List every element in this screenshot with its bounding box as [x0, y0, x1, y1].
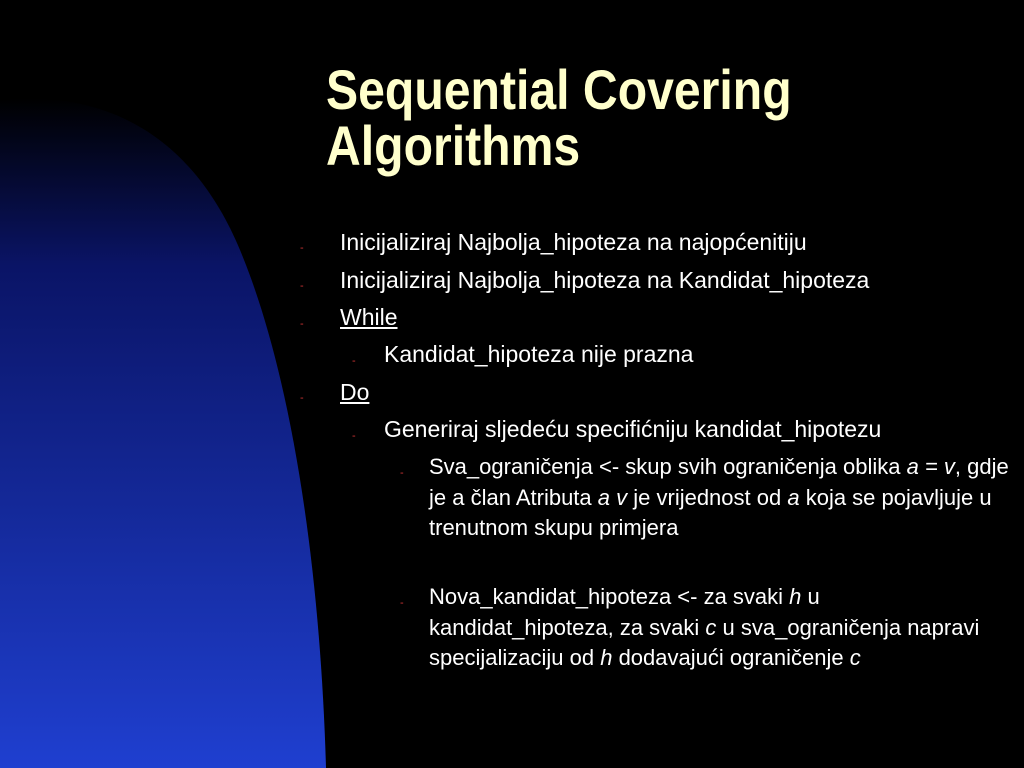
bullet-marker: - [300, 242, 304, 254]
bullet-marker: - [400, 597, 404, 609]
italic-term: h [789, 584, 802, 609]
bullet-marker: - [352, 355, 356, 367]
italic-term: c [705, 614, 717, 640]
text-run: Sva_ograničenja <- skup svih ograničenja oblika [429, 454, 907, 479]
text-run: Nova_kandidat_hipoteza <- za svaki [429, 584, 790, 609]
text-run: koja se pojavljuje u trenutnom skupu primjera [429, 484, 992, 540]
list-item-do: Do [340, 379, 370, 405]
bullet-marker: - [300, 318, 304, 330]
italic-term: h [600, 645, 613, 670]
list-item: Generiraj sljedeću specifićniju kandidat_hipotezu [384, 416, 882, 442]
slide-title-line-2: Algorithms [326, 114, 581, 177]
text-run: u sva_ograničenja napravi specijalizaciju od [429, 614, 980, 670]
italic-term: a = v [906, 454, 955, 479]
italic-term: a [787, 484, 800, 510]
bullet-marker: - [300, 280, 304, 292]
italic-term: a v [597, 484, 628, 510]
list-item [429, 582, 1009, 674]
bullet-marker: - [300, 392, 304, 404]
list-item [429, 452, 1009, 544]
list-item-while: While [340, 304, 398, 330]
text-run: je vrijednost od [627, 484, 788, 510]
list-item: Inicijaliziraj Najbolja_hipoteza na najopćenitiju [340, 229, 807, 255]
list-item: Inicijaliziraj Najbolja_hipoteza na Kandidat_hipoteza [340, 267, 870, 293]
italic-term: c [849, 645, 861, 670]
text-run: , gdje je a član Atributa [429, 454, 1009, 510]
text-run: u kandidat_hipoteza, za svaki [429, 584, 820, 640]
bullet-marker: - [400, 467, 404, 479]
bullet-marker: - [352, 430, 356, 442]
list-item: Kandidat_hipoteza nije prazna [384, 341, 694, 367]
slide-title-line-1: Sequential Covering [326, 58, 792, 121]
text-run: dodavajući ograničenje [612, 645, 850, 670]
